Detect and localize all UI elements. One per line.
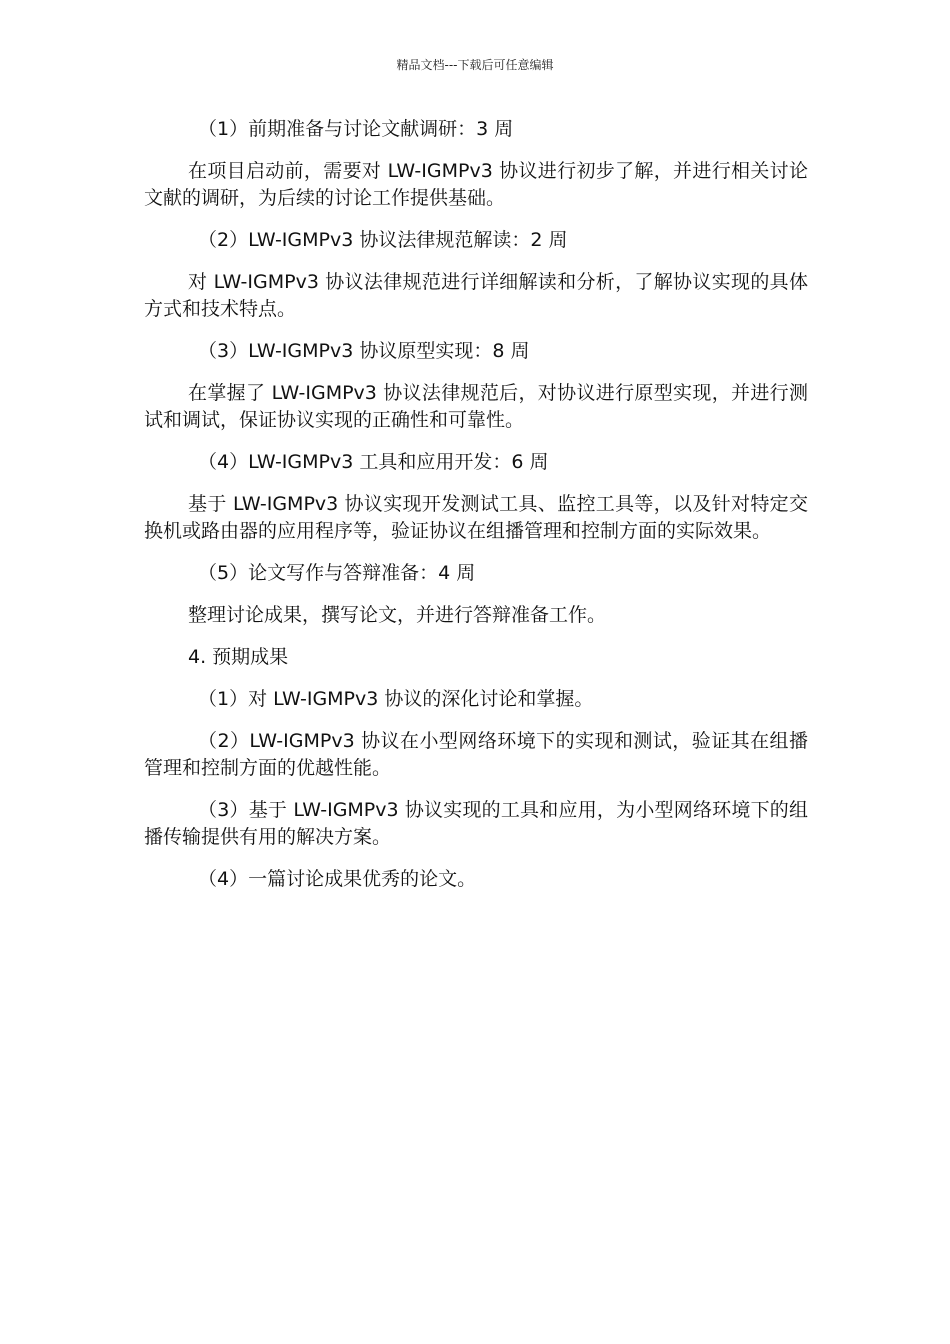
result-item-3: （3）基于 LW-IGMPv3 协议实现的工具和应用，为小型网络环境下的组播传输提供有用的解决方案。 [144, 799, 808, 848]
section-heading-expected-results: 4. 预期成果 [188, 646, 289, 668]
result-item-2: （2）LW-IGMPv3 协议在小型网络环境下的实现和测试，验证其在组播管理和控制方面的优越性能。 [144, 730, 808, 779]
schedule-item-4: （4）LW-IGMPv3 工具和应用开发：6 周 [198, 451, 549, 473]
schedule-item-4-desc: 基于 LW-IGMPv3 协议实现开发测试工具、监控工具等，以及针对特定交换机或路由器的应用程序等，验证协议在组播管理和控制方面的实际效果。 [144, 493, 808, 542]
schedule-item-2: （2）LW-IGMPv3 协议法律规范解读：2 周 [198, 229, 568, 251]
schedule-item-1-desc: 在项目启动前，需要对 LW-IGMPv3 协议进行初步了解，并进行相关讨论文献的调研，为后续的讨论工作提供基础。 [144, 160, 808, 209]
document-body [144, 116, 808, 908]
schedule-item-1: （1）前期准备与讨论文献调研：3 周 [198, 118, 514, 140]
result-item-4: （4）一篇讨论成果优秀的论文。 [198, 868, 477, 890]
schedule-item-3-desc: 在掌握了 LW-IGMPv3 协议法律规范后，对协议进行原型实现，并进行测试和调试，保证协议实现的正确性和可靠性。 [144, 382, 808, 431]
page-header: 精品文档---下载后可任意编辑 [396, 58, 554, 72]
schedule-item-2-desc: 对 LW-IGMPv3 协议法律规范进行详细解读和分析，了解协议实现的具体方式和技术特点。 [144, 271, 808, 320]
schedule-item-5-desc: 整理讨论成果，撰写论文，并进行答辩准备工作。 [188, 604, 607, 626]
schedule-item-5: （5）论文写作与答辩准备：4 周 [198, 562, 476, 584]
schedule-item-3: （3）LW-IGMPv3 协议原型实现：8 周 [198, 340, 530, 362]
result-item-1: （1）对 LW-IGMPv3 协议的深化讨论和掌握。 [198, 688, 594, 710]
